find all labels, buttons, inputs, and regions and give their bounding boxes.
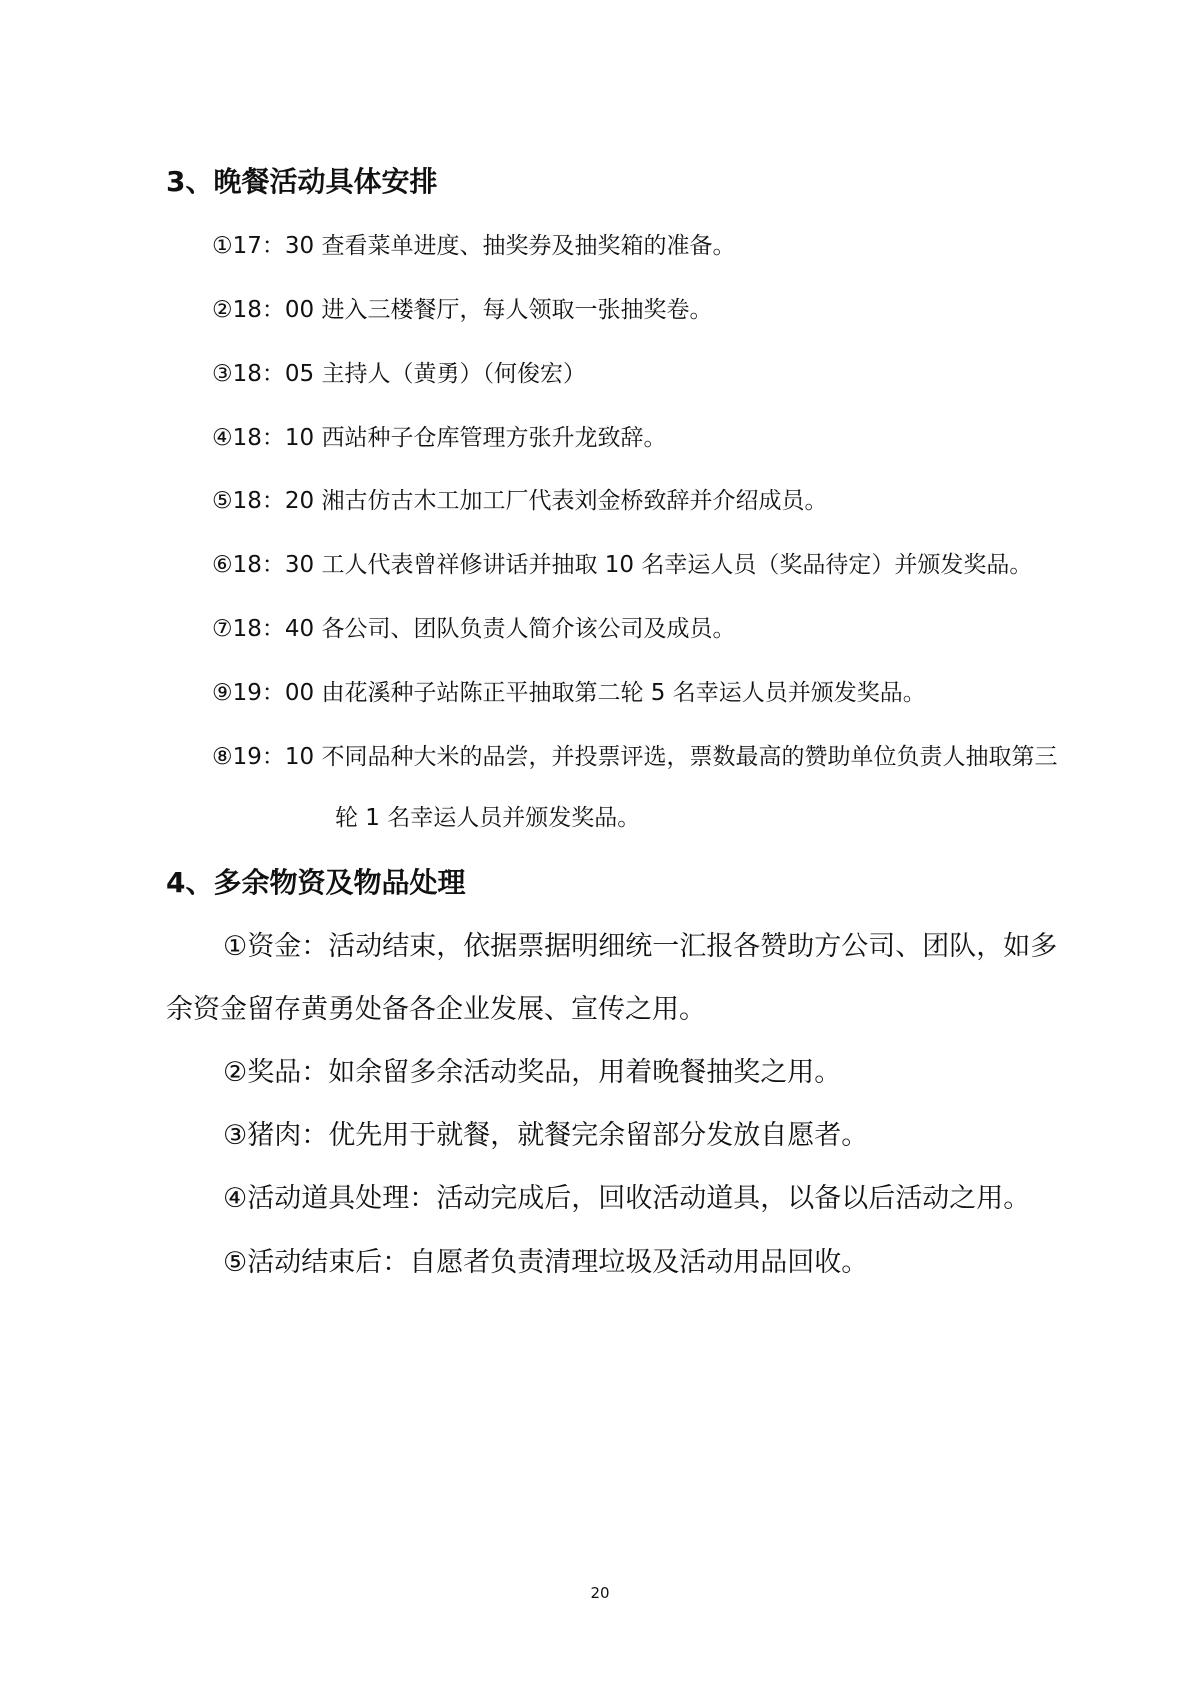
schedule-item: ④18：10 西站种子仓库管理方张升龙致辞。 [212,425,667,451]
schedule-item: ⑦18：40 各公司、团队负责人简介该公司及成员。 [212,616,736,642]
section3-heading: 3、晚餐活动具体安排 [166,165,438,198]
disposal-item-continuation: 余资金留存黄勇处备各企业发展、宣传之用。 [166,994,706,1025]
schedule-item: ⑨19：00 由花溪种子站陈正平抽取第二轮 5 名幸运人员并颁发奖品。 [212,680,926,706]
schedule-item: ③18：05 主持人（黄勇）（何俊宏） [212,361,586,387]
disposal-item: ⑤活动结束后：自愿者负责清理垃圾及活动用品回收。 [223,1247,869,1278]
schedule-item: ①17：30 查看菜单进度、抽奖券及抽奖箱的准备。 [212,233,736,259]
disposal-item: ③猪肉：优先用于就餐，就餐完余留部分发放自愿者。 [223,1120,869,1151]
schedule-item: ⑧19：10 不同品种大米的品尝，并投票评选，票数最高的赞助单位负责人抽取第三 [212,744,1058,770]
disposal-item: ②奖品：如余留多余活动奖品，用着晚餐抽奖之用。 [223,1057,842,1088]
disposal-item: ④活动道具处理：活动完成后，回收活动道具，以备以后活动之用。 [223,1183,1031,1214]
page-number: 20 [590,1584,610,1602]
schedule-item: ⑥18：30 工人代表曾祥修讲话并抽取 10 名幸运人员（奖品待定）并颁发奖品。 [212,552,1033,578]
schedule-item-continuation: 轮 1 名幸运人员并颁发奖品。 [335,805,641,831]
disposal-item: ①资金：活动结束，依据票据明细统一汇报各赞助方公司、团队，如多 [223,931,1058,962]
section4-heading: 4、多余物资及物品处理 [166,866,466,899]
schedule-item: ⑤18：20 湘古仿古木工加工厂代表刘金桥致辞并介绍成员。 [212,488,828,514]
schedule-item: ②18：00 进入三楼餐厅，每人领取一张抽奖卷。 [212,297,713,323]
